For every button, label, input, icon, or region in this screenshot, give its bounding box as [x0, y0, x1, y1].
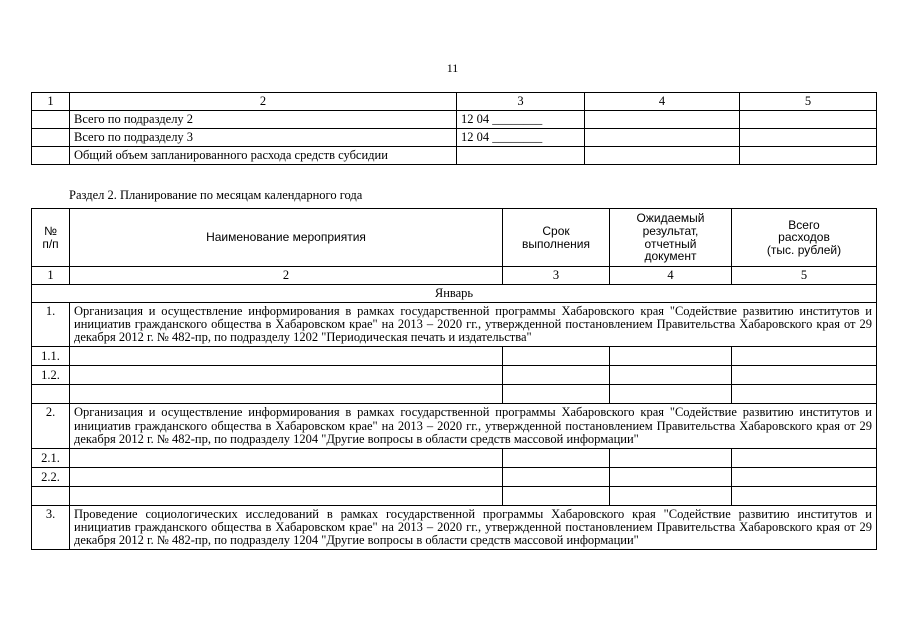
col-number-1: 1 — [32, 93, 70, 111]
col-number-3: 3 — [457, 93, 585, 111]
cell-empty — [610, 467, 732, 486]
col-number-4: 4 — [585, 93, 740, 111]
cell-empty — [503, 467, 610, 486]
cell-empty — [32, 147, 70, 165]
table-header-row — [32, 209, 877, 267]
table-row — [32, 147, 877, 165]
cell-empty — [585, 129, 740, 147]
activity-number: 1. — [32, 303, 70, 347]
page-number: 11 — [446, 61, 459, 75]
cell-empty — [585, 147, 740, 165]
row-code: 12 04 ________ — [457, 129, 585, 147]
cell-empty — [732, 347, 877, 366]
cell-empty — [610, 385, 732, 404]
activity-number: 2. — [32, 404, 70, 448]
activity-text: Организация и осуществление информирования в рамках государственной программы Хабаровского края "Содействие развитию институтов и инициатив гражданского общества в Хабаровском крае" на 2013 – 2020 гг., утвержденной постановлением Правительства Хабаровского края от 29 декабря 2012 г. № 482-пр, по подразделу 1202 "Периодическая печать и издательства" — [70, 303, 877, 347]
cell-empty — [70, 486, 503, 505]
column-numbers-row — [32, 267, 877, 285]
cell-empty — [740, 147, 877, 165]
table-row — [32, 129, 877, 147]
subitem-number: 1.1. — [32, 347, 70, 366]
activity-row — [32, 505, 877, 549]
activity-row — [32, 303, 877, 347]
subsection-totals-table — [31, 92, 877, 165]
activity-row — [32, 404, 877, 448]
cell-empty — [32, 111, 70, 129]
subitem-number: 1.2. — [32, 366, 70, 385]
header-number: № п/п — [32, 209, 70, 267]
row-name: Всего по подразделу 2 — [70, 111, 457, 129]
cell-empty — [503, 385, 610, 404]
blank-row — [32, 385, 877, 404]
subitem-number: 2.1. — [32, 448, 70, 467]
blank-row — [32, 486, 877, 505]
month-row — [32, 285, 877, 303]
header-total: Всего расходов (тыс. рублей) — [732, 209, 877, 267]
section-title: Раздел 2. Планирование по месяцам календарного года — [69, 188, 363, 202]
cell-empty — [610, 448, 732, 467]
subitem-row — [32, 467, 877, 486]
subitem-number: 2.2. — [32, 467, 70, 486]
row-code — [457, 147, 585, 165]
subitem-row — [32, 347, 877, 366]
col-number-1: 1 — [32, 267, 70, 285]
row-name: Всего по подразделу 3 — [70, 129, 457, 147]
cell-empty — [732, 467, 877, 486]
cell-empty — [32, 385, 70, 404]
cell-empty — [503, 366, 610, 385]
cell-empty — [32, 129, 70, 147]
cell-empty — [732, 366, 877, 385]
col-number-2: 2 — [70, 267, 503, 285]
cell-empty — [610, 347, 732, 366]
cell-empty — [740, 129, 877, 147]
cell-empty — [732, 448, 877, 467]
header-term: Срок выполнения — [503, 209, 610, 267]
activity-number: 3. — [32, 505, 70, 549]
cell-empty — [610, 366, 732, 385]
cell-empty — [585, 111, 740, 129]
cell-empty — [610, 486, 732, 505]
cell-empty — [70, 467, 503, 486]
row-name: Общий объем запланированного расхода средств субсидии — [70, 147, 457, 165]
col-number-2: 2 — [70, 93, 457, 111]
row-code: 12 04 ________ — [457, 111, 585, 129]
month-label: Январь — [32, 285, 877, 303]
col-number-3: 3 — [503, 267, 610, 285]
header-result: Ожидаемый результат, отчетный документ — [610, 209, 732, 267]
cell-empty — [70, 448, 503, 467]
cell-empty — [70, 366, 503, 385]
activity-text: Организация и осуществление информирования в рамках государственной программы Хабаровского края "Содействие развитию институтов и инициатив гражданского общества в Хабаровском крае" на 2013 – 2020 гг., утвержденной постановлением Правительства Хабаровского края от 29 декабря 2012 г. № 482-пр, по подразделу 1204 "Другие вопросы в области средств массовой информации" — [70, 404, 877, 448]
cell-empty — [503, 448, 610, 467]
col-number-5: 5 — [732, 267, 877, 285]
col-number-4: 4 — [610, 267, 732, 285]
header-name: Наименование мероприятия — [70, 209, 503, 267]
table-header-row — [32, 93, 877, 111]
table-row — [32, 111, 877, 129]
cell-empty — [70, 347, 503, 366]
col-number-5: 5 — [740, 93, 877, 111]
subitem-row — [32, 366, 877, 385]
cell-empty — [740, 111, 877, 129]
cell-empty — [32, 486, 70, 505]
cell-empty — [732, 486, 877, 505]
subitem-row — [32, 448, 877, 467]
cell-empty — [70, 385, 503, 404]
monthly-plan-table — [31, 208, 877, 550]
cell-empty — [503, 347, 610, 366]
cell-empty — [732, 385, 877, 404]
cell-empty — [503, 486, 610, 505]
activity-text: Проведение социологических исследований в рамках государственной программы Хабаровского края "Содействие развитию институтов и инициатив гражданского общества в Хабаровском крае" на 2013 – 2020 гг., утвержденной постановлением Правительства Хабаровского края от 29 декабря 2012 г. № 482-пр, по подразделу 1204 "Другие вопросы в области средств массовой информации" — [70, 505, 877, 549]
